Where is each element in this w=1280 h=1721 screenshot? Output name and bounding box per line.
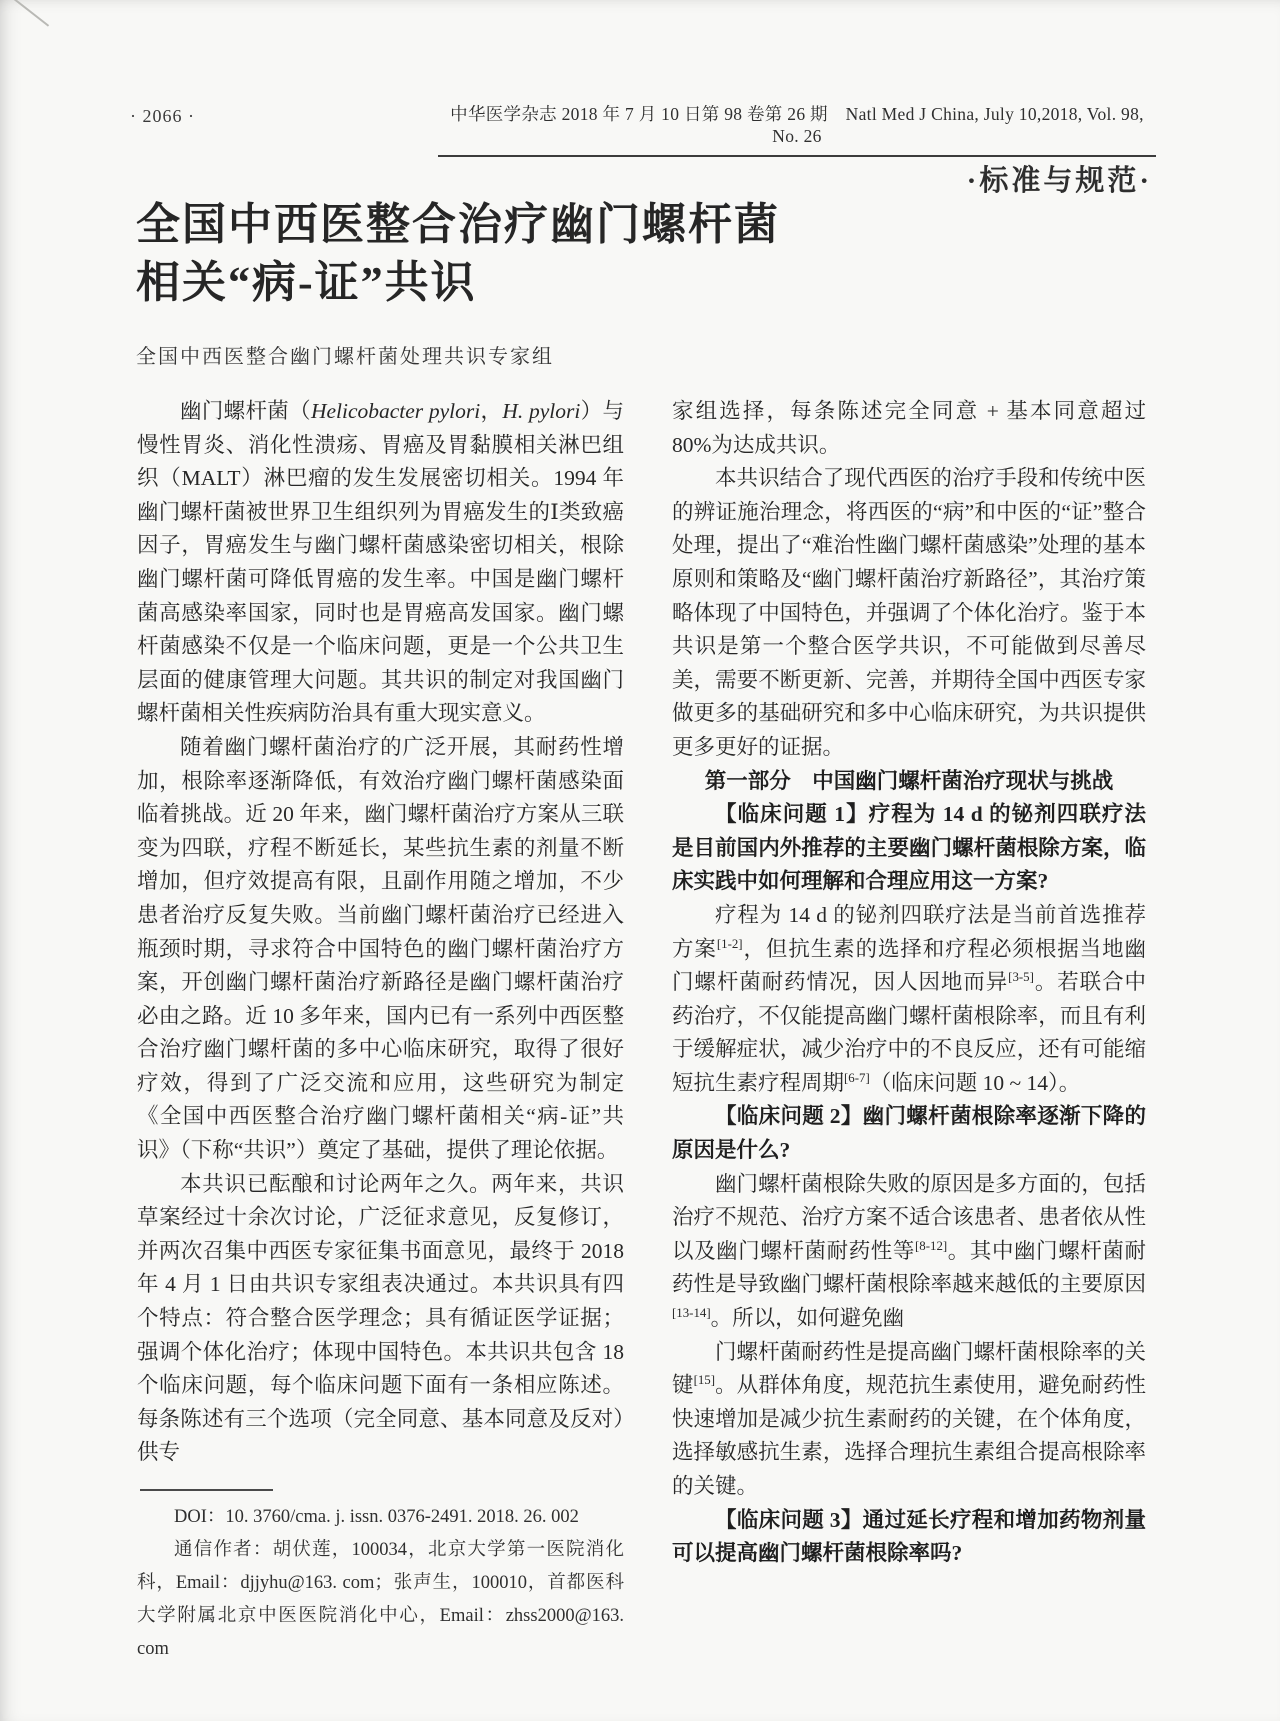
article-title [136, 196, 796, 312]
section-column-label: ·标准与规范· [966, 165, 1152, 197]
left-column [137, 395, 624, 1470]
paragraph-continuation: 家组选择，每条陈述完全同意 + 基本同意超过 80%为达成共识。 [672, 399, 1146, 457]
author-byline: 全国中西医整合幽门螺杆菌处理共识专家组 [136, 346, 554, 368]
section1-heading: 第一部分 中国幽门螺杆菌治疗现状与挑战 [704, 768, 1114, 793]
doi-line: DOI：10. 3760/cma. j. issn. 0376-2491. 2018. 26. 002 [174, 1507, 579, 1527]
clinical-answer-2-continued: 门螺杆菌耐药性是提高幽门螺杆菌根除率的关键[15]。从群体角度，规范抗生素使用，避免耐药性快速增加是减少抗生素耐药的关键，在个体角度，选择敏感抗生素，选择合理抗生素组合提高根除率的关键。 [672, 1339, 1146, 1498]
clinical-question-1: 【临床问题 1】疗程为 14 d 的铋剂四联疗法是目前国内外推荐的主要幽门螺杆菌根除方案，临床实践中如何理解和合理应用这一方案? [672, 802, 1146, 894]
paragraph-overview: 本共识结合了现代西医的治疗手段和传统中医的辨证施治理念，将西医的“病”和中医的“证”整合处理，提出了“难治性幽门螺杆菌感染”处理的基本原则和策略及“幽门螺杆菌治疗新路径”，其治疗策略体现了中国特色，并强调了个体化治疗。鉴于本共识是第一个整合医学共识，不可能做到尽善尽美，需要不断更新、完善，并期待全国中西医专家做更多的基础研究和多中心临床研究，为共识提供更多更好的证据。 [672, 466, 1146, 759]
scan-artifact [0, 0, 49, 27]
paragraph-process: 本共识已酝酿和讨论两年之久。两年来，共识草案经过十余次讨论，广泛征求意见，反复修订，并两次召集中西医专家征集书面意见，最终于 2018 年 4 月 1 日由共识专家组表决通过。本共识具有四个特点：符合整合医学理念；具有循证医学证据；强调个体化治疗；体现中国特色。本共识共包含 18 个临床问题，每个临床问题下面有一条相应陈述。每条陈述有三个选项（完全同意、基本同意及反对）供专 [137, 1171, 624, 1465]
clinical-answer-1: 疗程为 14 d 的铋剂四联疗法是当前首选推荐方案[1-2]，但抗生素的选择和疗程必须根据当地幽门螺杆菌耐药情况，因人因地而异[3-5]。若联合中药治疗，不仅能提高幽门螺杆菌根除率，而且有利于缓解症状，减少治疗中的不良反应，还有可能缩短抗生素疗程周期[6-7]（临床问题 10 ~ 14）。 [672, 902, 1146, 1095]
clinical-answer-2: 幽门螺杆菌根除失败的原因是多方面的，包括治疗不规范、治疗方案不适合该患者、患者依从性以及幽门螺杆菌耐药性等[8-12]。其中幽门螺杆菌耐药性是导致幽门螺杆菌根除率越来越低的主要原因[13-14]。所以，如何避免幽 [672, 1171, 1146, 1331]
clinical-question-2: 【临床问题 2】幽门螺杆菌根除率逐渐下降的原因是什么? [672, 1104, 1146, 1163]
right-column [672, 395, 1146, 1571]
page-number: · 2066 · [130, 106, 195, 126]
correspondence-line: 通信作者：胡伏莲，100034，北京大学第一医院消化科，Email：djjyhu@163. com；张声生，100010，首都医科大学附属北京中医医院消化中心，Email：zhss2000@163. com [137, 1540, 624, 1659]
footnote-block [137, 1489, 624, 1666]
article-title-line2: 相关“病-证”共识 [136, 258, 477, 307]
paragraph-intro: 幽门螺杆菌（Helicobacter pylori，H. pylori）与慢性胃炎、消化性溃疡、胃癌及胃黏膜相关淋巴组织（MALT）淋巴瘤的发生发展密切相关。1994 年幽门螺杆菌被世界卫生组织列为胃癌发生的Ⅰ类致癌因子，胃癌发生与幽门螺杆菌感染密切相关，根除幽门螺杆菌可降低胃癌的发生率。中国是幽门螺杆菌高感染率国家，同时也是胃癌高发国家。幽门螺杆菌感染不仅是一个临床问题，更是一个公共卫生层面的健康管理大问题。其共识的制定对我国幽门螺杆菌相关性疾病防治具有重大现实意义。 [137, 399, 625, 726]
journal-citation: 中华医学杂志 2018 年 7 月 10 日第 98 卷第 26 期 Natl Med J China, July 10,2018, Vol. 98, No. 26 [438, 101, 1156, 157]
clinical-question-3: 【临床问题 3】通过延长疗程和增加药物剂量可以提高幽门螺杆菌根除率吗? [672, 1507, 1146, 1566]
article-title-line1: 全国中西医整合治疗幽门螺杆菌 [136, 200, 780, 249]
paragraph-background: 随着幽门螺杆菌治疗的广泛开展，其耐药性增加，根除率逐渐降低，有效治疗幽门螺杆菌感染面临着挑战。近 20 年来，幽门螺杆菌治疗方案从三联变为四联，疗程不断延长，某些抗生素的剂量不断增加，但疗效提高有限，且副作用随之增加，不少患者治疗反复失败。当前幽门螺杆菌治疗已经进入瓶颈时期，寻求符合中国特色的幽门螺杆菌治疗方案，开创幽门螺杆菌治疗新路径是幽门螺杆菌治疗必由之路。近 10 多年来，国内已有一系列中西医整合治疗幽门螺杆菌的多中心临床研究，取得了很好疗效，得到了广泛交流和应用，这些研究为制定《全国中西医整合治疗幽门螺杆菌相关“病-证”共识》（下称“共识”）奠定了基础，提供了理论依据。 [137, 734, 624, 1163]
footnote-divider [140, 1489, 273, 1491]
